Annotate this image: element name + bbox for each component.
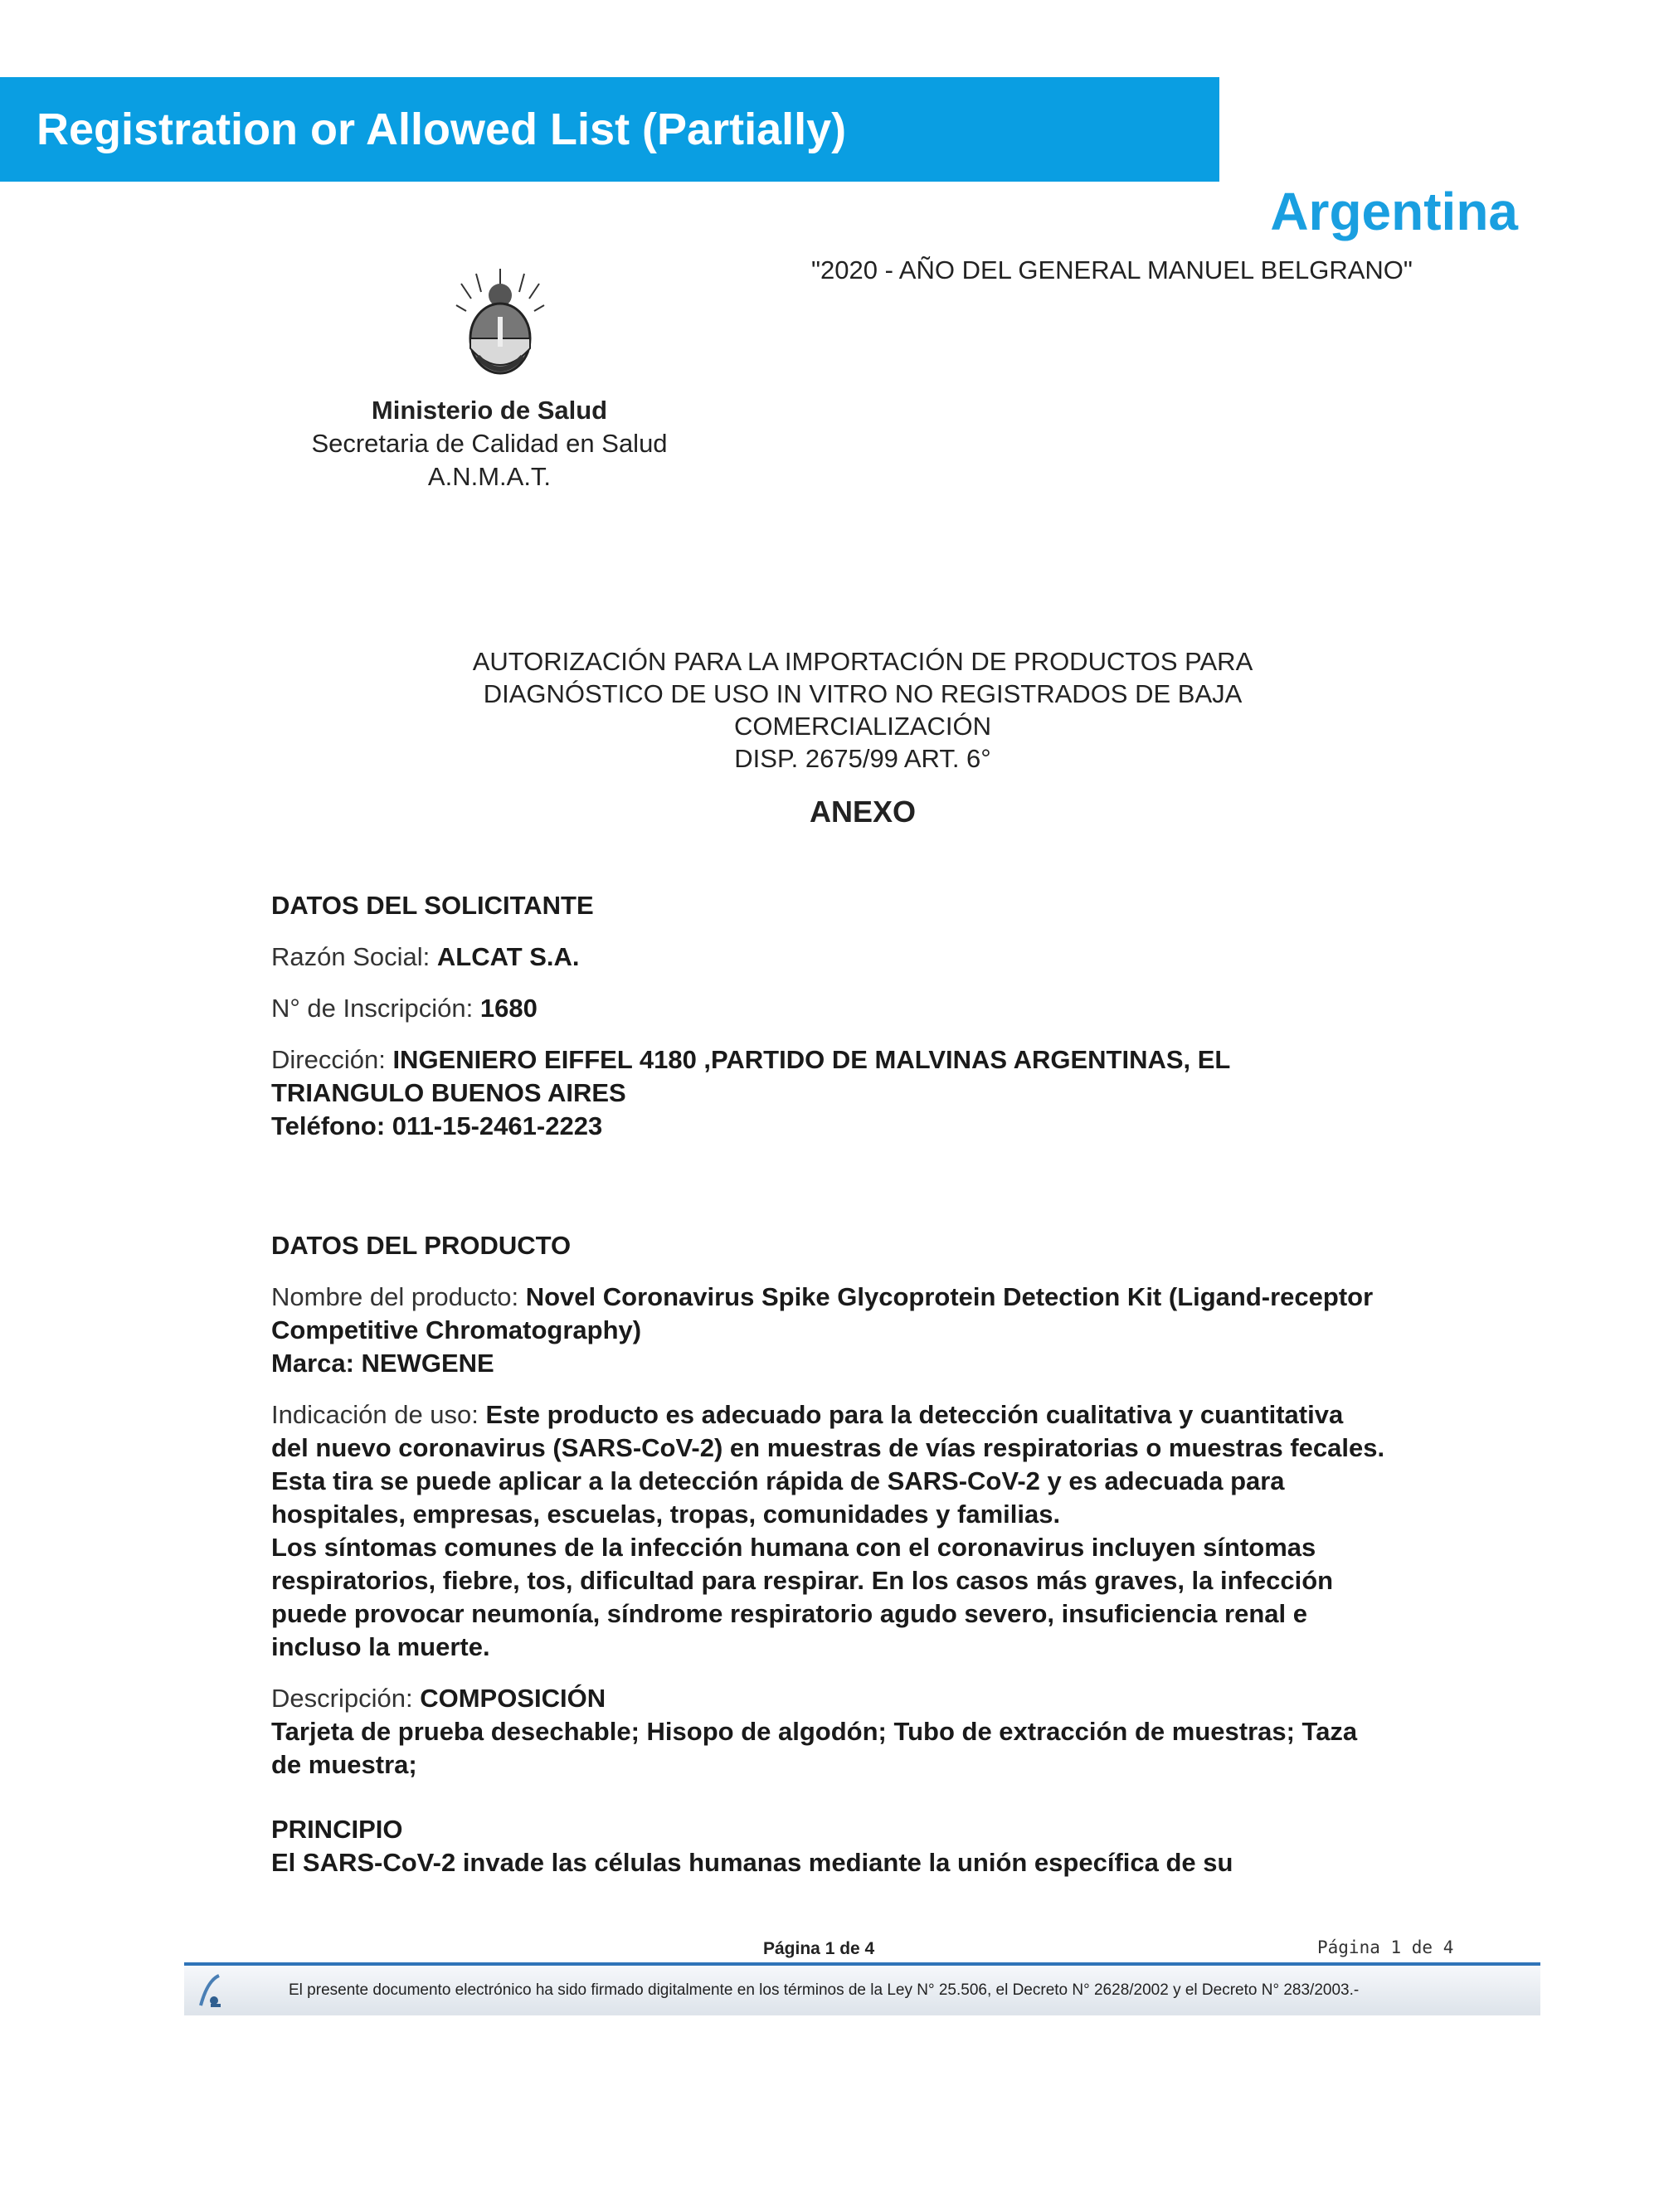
- signature-footer: [184, 1962, 1540, 2015]
- field-value: de muestra;: [271, 1750, 417, 1779]
- indicacion-row: [271, 1398, 1462, 1432]
- field-value: INGENIERO EIFFEL 4180 ,PARTIDO DE MALVINAS ARGENTINAS, EL: [392, 1045, 1231, 1074]
- principio-line: [271, 1846, 1462, 1879]
- year-motto: "2020 - AÑO DEL GENERAL MANUEL BELGRANO": [811, 255, 1413, 284]
- ministry-block: [257, 394, 722, 493]
- indicacion-line: [271, 1531, 1462, 1564]
- field-label: Razón Social:: [271, 942, 437, 971]
- direccion-row-2: [271, 1077, 1462, 1110]
- document-body: [271, 889, 1462, 1879]
- field-value: puede provocar neumonía, síndrome respiratorio agudo severo, insuficiencia renal e: [271, 1599, 1307, 1628]
- composicion-line: [271, 1715, 1462, 1748]
- field-value: Los síntomas comunes de la infección humana con el coronavirus incluyen síntomas: [271, 1533, 1316, 1562]
- indicacion-line: [271, 1465, 1462, 1498]
- telefono-row: [271, 1110, 1462, 1143]
- field-value: hospitales, empresas, escuelas, tropas, comunidades y familias.: [271, 1500, 1061, 1529]
- header-banner: [0, 77, 1219, 182]
- heading-line: AUTORIZACIÓN PARA LA IMPORTACIÓN DE PRODUCTOS PARA: [472, 647, 1253, 676]
- document-heading: [357, 645, 1369, 775]
- country-label: Argentina: [1270, 182, 1518, 241]
- field-label: Indicación de uso:: [271, 1400, 486, 1429]
- principio-title: PRINCIPIO: [271, 1815, 403, 1844]
- indicacion-line: [271, 1498, 1462, 1531]
- field-value: Marca: NEWGENE: [271, 1349, 494, 1378]
- section-title-solicitante: DATOS DEL SOLICITANTE: [271, 891, 594, 920]
- anexo-title: ANEXO: [809, 795, 917, 829]
- field-value: TRIANGULO BUENOS AIRES: [271, 1078, 626, 1107]
- field-value: El SARS-CoV-2 invade las células humanas mediante la unión específica de su: [271, 1848, 1233, 1877]
- field-label: N° de Inscripción:: [271, 994, 480, 1023]
- section-title-producto: DATOS DEL PRODUCTO: [271, 1231, 572, 1260]
- heading-line: DISP. 2675/99 ART. 6°: [734, 744, 991, 773]
- field-value: Este producto es adecuado para la detección cualitativa y cuantitativa: [485, 1400, 1344, 1429]
- field-value: incluso la muerte.: [271, 1632, 490, 1661]
- field-label: Dirección:: [271, 1045, 393, 1074]
- indicacion-line: [271, 1564, 1462, 1597]
- composicion-line: [271, 1748, 1462, 1782]
- page-number-right: Página 1 de 4: [1317, 1937, 1454, 1957]
- nombre-producto-row-2: [271, 1314, 1462, 1347]
- indicacion-line: [271, 1597, 1462, 1631]
- marca-row: [271, 1347, 1462, 1380]
- indicacion-line: [271, 1631, 1462, 1664]
- descripcion-row: [271, 1682, 1462, 1715]
- field-value: 1680: [479, 994, 538, 1023]
- heading-line: COMERCIALIZACIÓN: [733, 712, 992, 741]
- secretaria-name: Secretaria de Calidad en Salud: [311, 429, 668, 458]
- field-value: COMPOSICIÓN: [420, 1684, 606, 1713]
- razon-social-row: [271, 941, 1462, 974]
- argentina-coat-of-arms-icon: [455, 265, 546, 382]
- signature-figure-icon: [196, 1972, 229, 2009]
- field-value: Esta tira se puede aplicar a la detección rápida de SARS-CoV-2 y es adecuada para: [271, 1466, 1285, 1495]
- banner-title: Registration or Allowed List (Partially): [36, 105, 847, 154]
- direccion-row: [271, 1043, 1462, 1077]
- page-number-center: Página 1 de 4: [763, 1939, 875, 1958]
- field-value: Tarjeta de prueba desechable; Hisopo de algodón; Tubo de extracción de muestras; Taza: [271, 1717, 1358, 1746]
- field-value: Novel Coronavirus Spike Glycoprotein Detection Kit (Ligand-receptor: [525, 1282, 1374, 1311]
- footer-legal-text: El presente documento electrónico ha sido firmado digitalmente en los términos de la Ley N° 25.506, el Decreto N° 2628/2002 y el Decreto N° 283/2003.-: [289, 1981, 1360, 1999]
- field-label: Descripción:: [271, 1684, 421, 1713]
- field-value: ALCAT S.A.: [436, 942, 580, 971]
- field-value: respiratorios, fiebre, tos, dificultad para respirar. En los casos más graves, la infección: [271, 1566, 1334, 1595]
- anmat-name: A.N.M.A.T.: [427, 462, 552, 491]
- indicacion-line: [271, 1432, 1462, 1465]
- inscripcion-row: [271, 992, 1462, 1025]
- nombre-producto-row: [271, 1281, 1462, 1314]
- ministry-name: Ministerio de Salud: [371, 396, 608, 425]
- field-value: Competitive Chromatography): [271, 1315, 642, 1344]
- field-label: Nombre del producto:: [271, 1282, 526, 1311]
- heading-line: DIAGNÓSTICO DE USO IN VITRO NO REGISTRADOS DE BAJA: [483, 679, 1243, 708]
- field-value: Teléfono: 011-15-2461-2223: [271, 1111, 603, 1140]
- field-value: del nuevo coronavirus (SARS-CoV-2) en muestras de vías respiratorias o muestras fecales.: [271, 1433, 1385, 1462]
